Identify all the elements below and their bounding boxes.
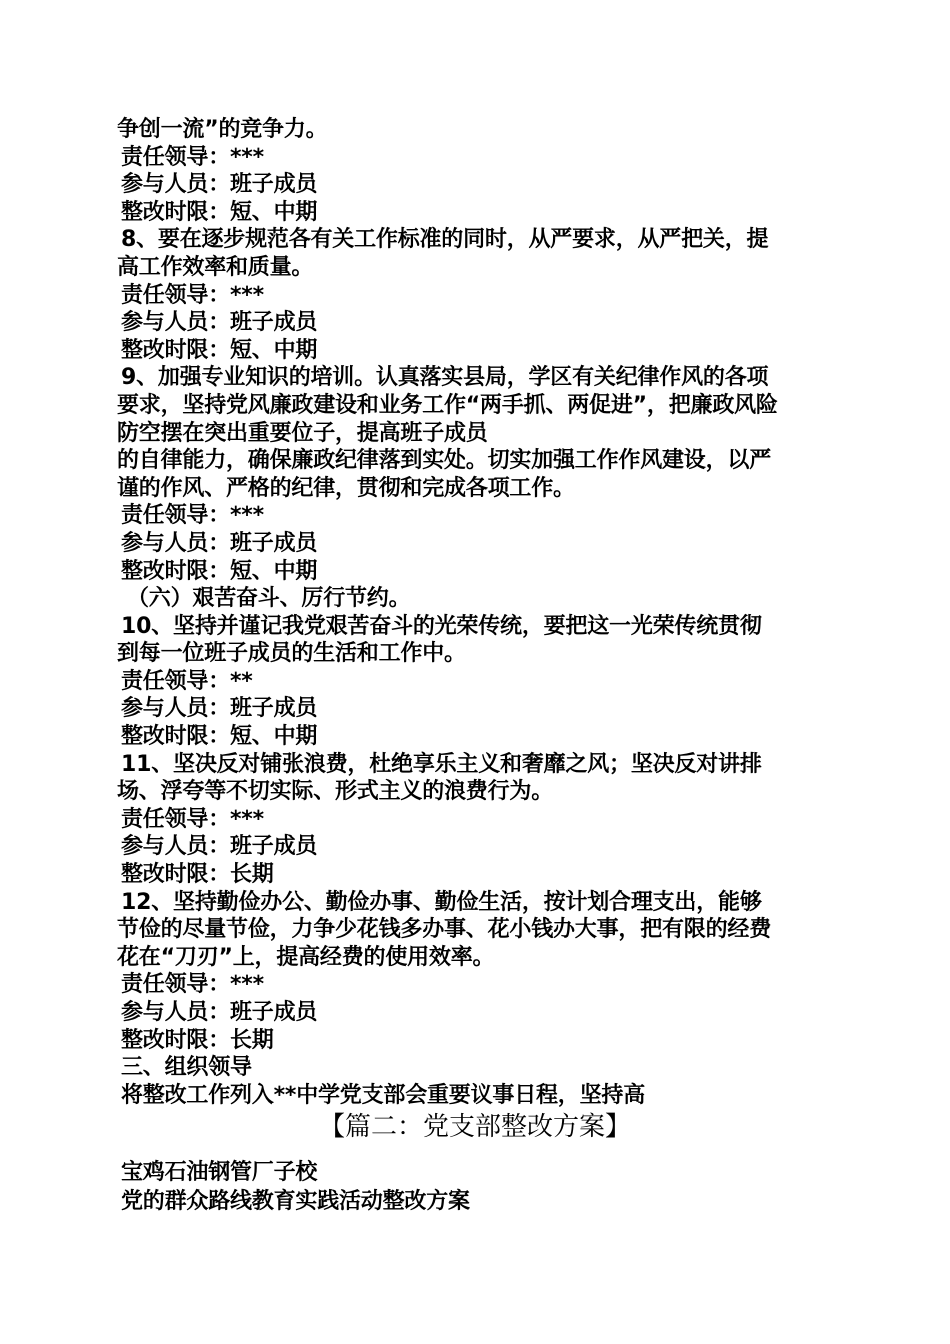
- text-line: 场、浮夸等不切实际、形式主义的浪费行为。: [117, 779, 554, 805]
- text-line: 防空摆在突出重要位子，提高班子成员: [117, 420, 488, 446]
- text-line: 12、坚持勤俭办公、勤俭办事、勤俭生活，按计划合理支出，能够: [121, 889, 762, 915]
- text-line: 花在“刀刃”上，提高经费的使用效率。: [117, 944, 495, 970]
- text-line: 责任领导：***: [121, 282, 264, 308]
- text-line: 要求，坚持党风廉政建设和业务工作“两手抓、两促进”，把廉政风险: [117, 392, 778, 418]
- text-line: 整改时限：长期: [121, 1027, 274, 1053]
- section-heading: 【篇二：党支部整改方案】: [318, 1112, 631, 1142]
- text-line: （六）艰苦奋斗、厉行节约。: [127, 586, 411, 612]
- text-line: 参与人员：班子成员: [121, 1000, 318, 1025]
- document-body: [117, 116, 847, 1109]
- plan-title: 党的群众路线教育实践活动整改方案: [121, 1189, 470, 1214]
- text-line: 参与人员：班子成员: [121, 696, 318, 722]
- text-line: 的自律能力，确保廉政纪律落到实处。切实加强工作作风建设，以严: [117, 448, 772, 474]
- text-line: 节俭的尽量节俭，力争少花钱多办事、花小钱办大事，把有限的经费: [117, 917, 772, 943]
- text-line: 参与人员：班子成员: [121, 310, 318, 336]
- text-line: 三、组织领导: [121, 1055, 252, 1081]
- text-line: 到每一位班子成员的生活和工作中。: [117, 641, 466, 667]
- text-line: 整改时限：长期: [121, 862, 274, 888]
- school-name: 宝鸡石油钢管厂子校: [121, 1160, 318, 1185]
- text-line: 责任领导：***: [121, 144, 264, 170]
- text-line: 整改时限：短、中期: [121, 337, 318, 363]
- text-line: 整改时限：短、中期: [121, 558, 318, 584]
- document-title-block: [121, 1158, 841, 1216]
- text-line: 责任领导：***: [121, 806, 264, 832]
- text-line: 整改时限：短、中期: [121, 199, 318, 225]
- text-line: 谨的作风、严格的纪律，贯彻和完成各项工作。: [117, 475, 575, 501]
- text-line: 10、坚持并谨记我党艰苦奋斗的光荣传统，要把这一光荣传统贯彻: [121, 613, 762, 639]
- text-line: 整改时限：短、中期: [121, 724, 318, 750]
- text-line: 责任领导：***: [121, 972, 264, 998]
- text-line: 参与人员：班子成员: [121, 530, 318, 556]
- text-line: 11、坚决反对铺张浪费，杜绝享乐主义和奢靡之风；坚决反对讲排: [121, 751, 762, 777]
- text-line: 9、加强专业知识的培训。认真落实县局，学区有关纪律作风的各项: [121, 365, 769, 391]
- text-line: 争创一流”的竞争力。: [117, 117, 328, 142]
- text-line: 责任领导：**: [121, 668, 253, 694]
- text-line: 参与人员：班子成员: [121, 172, 318, 198]
- text-line: 8、要在逐步规范各有关工作标准的同时，从严要求，从严把关，提: [121, 227, 769, 253]
- text-line: 将整改工作列入**中学党支部会重要议事日程，坚持高: [121, 1082, 646, 1108]
- text-line: 责任领导：***: [121, 503, 264, 529]
- text-line: 参与人员：班子成员: [121, 834, 318, 860]
- text-line: 高工作效率和质量。: [117, 254, 314, 280]
